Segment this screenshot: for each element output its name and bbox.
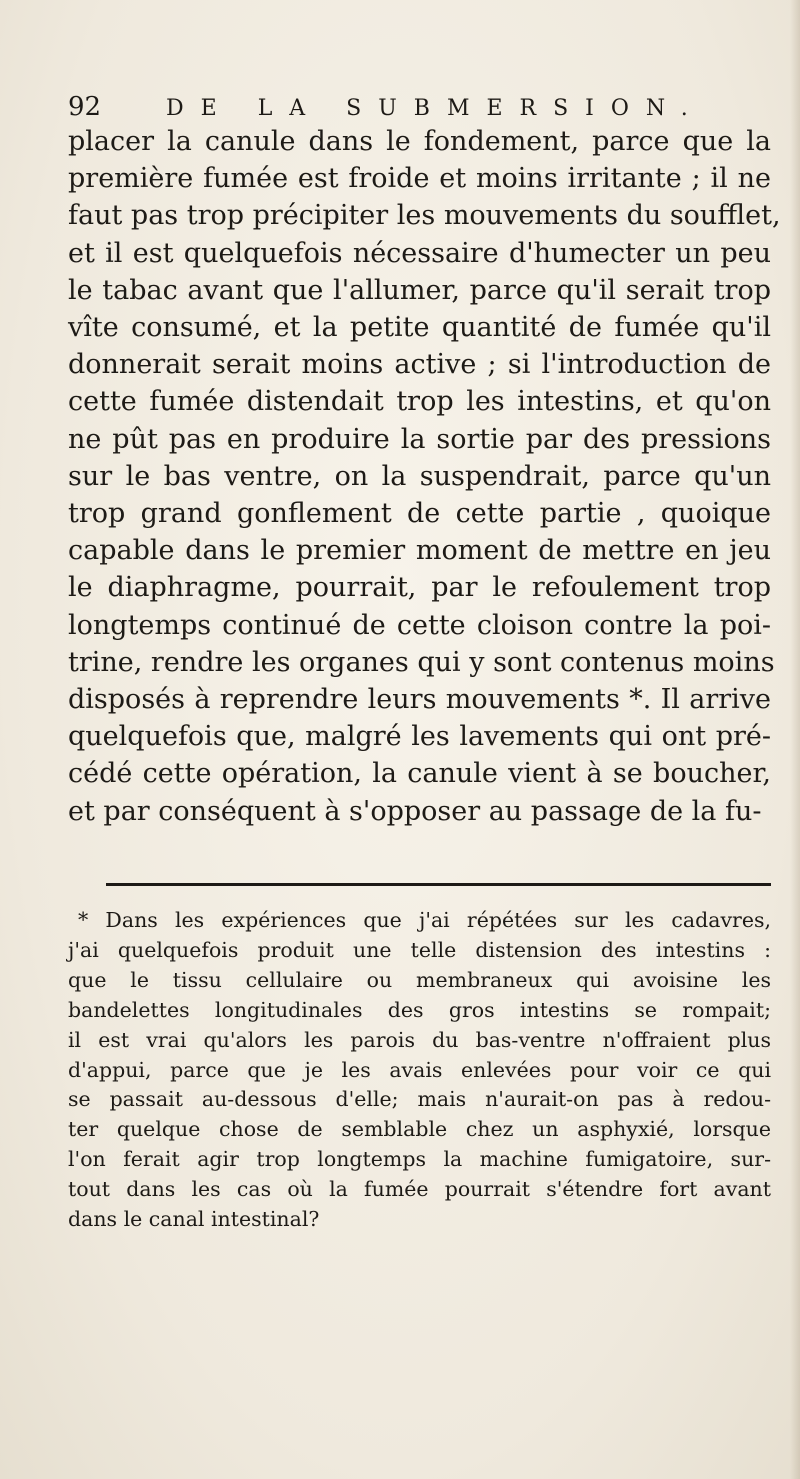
text-line: donnerait serait moins active ; si l'introduction de — [68, 349, 771, 381]
text-line: disposés à reprendre leurs mouvements *. Il arrive — [68, 684, 771, 716]
running-header — [68, 92, 728, 122]
footnote-line: j'ai quelquefois produit une telle distension des intestins : — [68, 937, 771, 962]
page-number: 92 — [68, 92, 102, 122]
text-line: sur le bas ventre, on la suspendrait, parce qu'un — [68, 460, 771, 492]
footnote-line: l'on ferait agir trop longtemps la machine fumigatoire, sur- — [68, 1147, 771, 1172]
footnote-line: que le tissu cellulaire ou membraneux qui avoisine les — [68, 967, 771, 992]
text-line: ne pût pas en produire la sortie par des pressions — [68, 423, 771, 455]
text-line: trine, rendre les organes qui y sont contenus moins — [68, 646, 775, 678]
text-line: cédé cette opération, la canule vient à se boucher, — [68, 758, 771, 790]
text-line: faut pas trop précipiter les mouvements du soufflet, — [68, 200, 781, 232]
text-line: première fumée est froide et moins irritante ; il ne — [68, 163, 771, 195]
footnote-line: d'appui, parce que je les avais enlevées pour voir ce qui — [68, 1057, 771, 1082]
footnote-line: bandelettes longitudinales des gros intestins se rompait; — [68, 997, 771, 1022]
text-line: et il est quelquefois nécessaire d'humecter un peu — [68, 237, 771, 269]
footnote-line: ter quelque chose de semblable chez un asphyxié, lorsque — [68, 1117, 771, 1142]
text-line: le diaphragme, pourrait, par le refoulement trop — [68, 572, 771, 604]
text-line: et par conséquent à s'opposer au passage de la fu- — [68, 795, 762, 827]
main-text-block — [68, 123, 781, 830]
text-line: placer la canule dans le fondement, parce que la — [68, 126, 771, 157]
footnote-line: il est vrai qu'alors les parois du bas-ventre n'offraient plus — [68, 1027, 771, 1052]
running-title: DE LA SUBMERSION. — [166, 96, 705, 121]
footnote-line: tout dans les cas où la fumée pourrait s'étendre fort avant — [68, 1177, 771, 1202]
text-line: quelquefois que, malgré les lavements qui ont pré- — [68, 721, 771, 753]
text-line: capable dans le premier moment de mettre en jeu — [68, 535, 771, 567]
text-line: le tabac avant que l'allumer, parce qu'il serait trop — [68, 274, 771, 306]
page-edge-shadow — [790, 0, 800, 1479]
text-line: cette fumée distendait trop les intestins, et qu'on — [68, 386, 771, 418]
footnote-block — [68, 906, 771, 1235]
text-line: longtemps continué de cette cloison contre la poi- — [68, 609, 771, 641]
text-line: vîte consumé, et la petite quantité de fumée qu'il — [68, 312, 771, 344]
footnote-line: dans le canal intestinal? — [68, 1207, 320, 1232]
footnote-divider — [106, 883, 771, 886]
footnote-line: * Dans les expériences que j'ai répétées sur les cadavres, — [78, 908, 771, 932]
text-line: trop grand gonflement de cette partie , quoique — [68, 498, 771, 530]
footnote-line: se passait au-dessous d'elle; mais n'aurait-on pas à redou- — [68, 1087, 771, 1112]
